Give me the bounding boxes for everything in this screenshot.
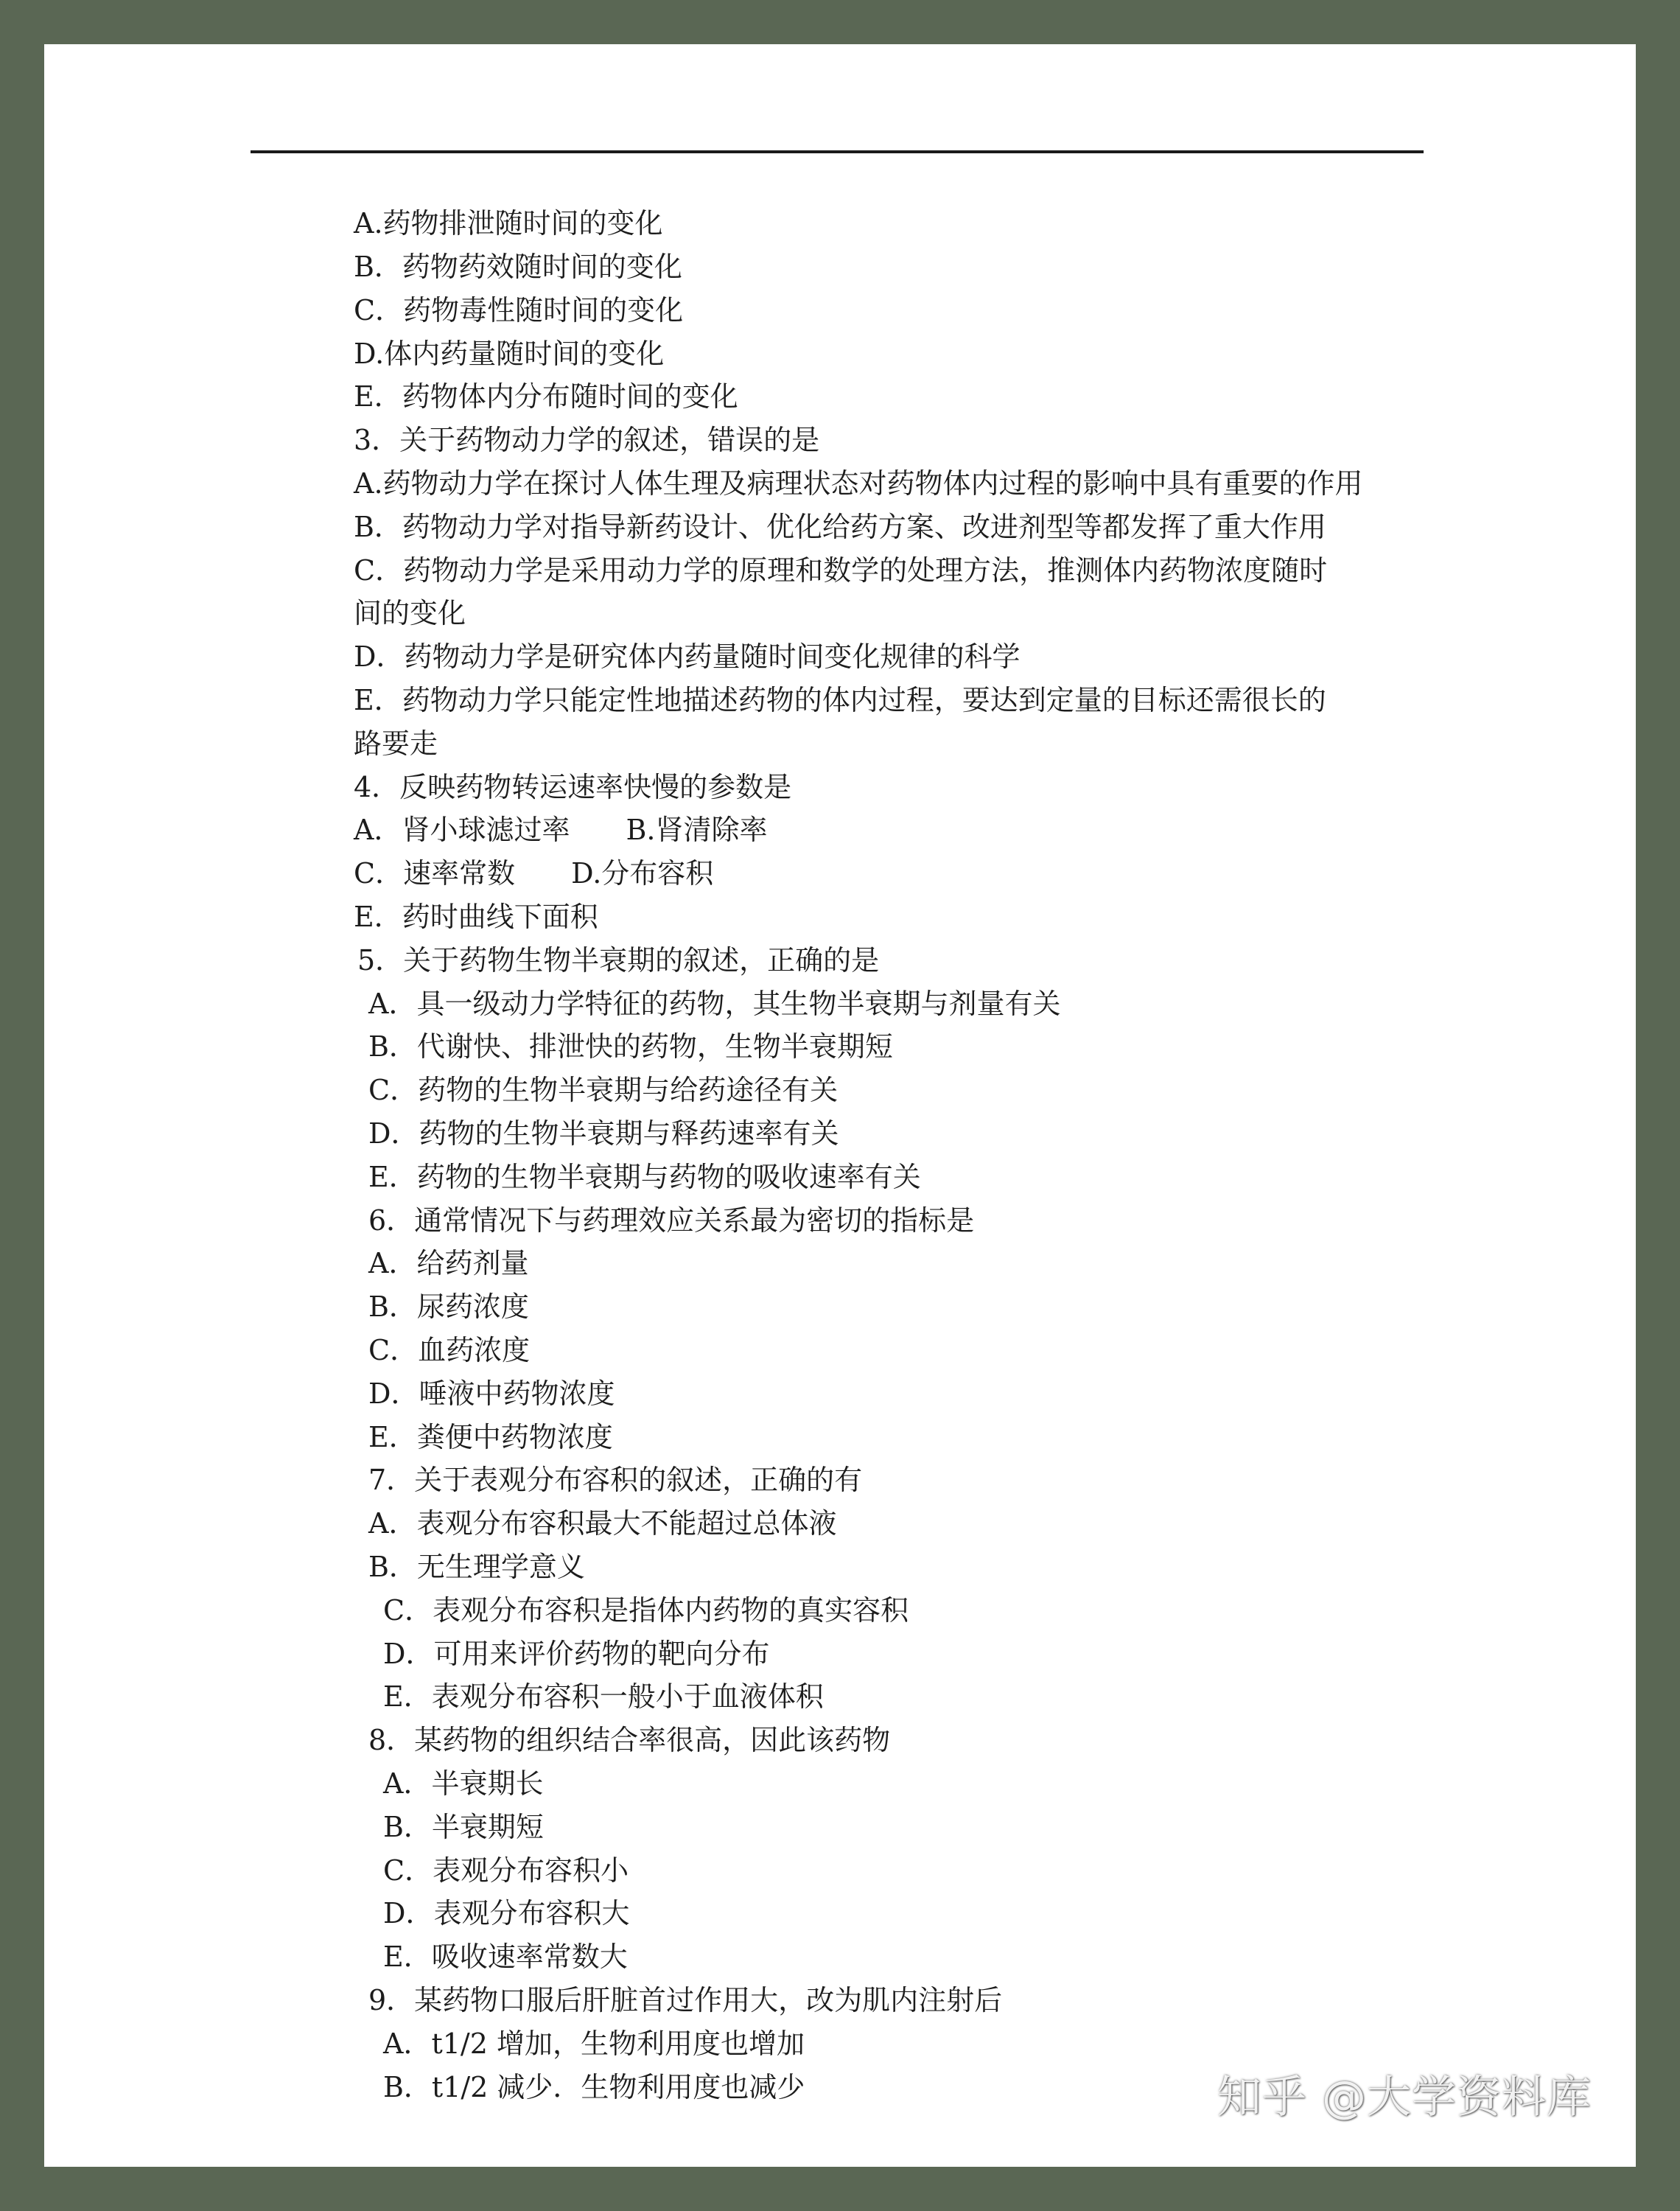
text-line: C．药物的生物半衰期与给药途径有关: [368, 1074, 839, 1106]
text-line: E．药物的生物半衰期与药物的吸收速率有关: [368, 1161, 921, 1193]
text-line: C．表观分布容积是指体内药物的真实容积: [383, 1594, 909, 1627]
text-line: A．给药剂量: [368, 1247, 529, 1279]
text-line: A.药物排泄随时间的变化: [354, 207, 663, 240]
text-line: A．表观分布容积最大不能超过总体液: [368, 1507, 837, 1540]
text-line: E．表观分布容积一般小于血液体积: [383, 1680, 824, 1713]
document-page: [44, 44, 1636, 2167]
question-8: 8．某药物的组织结合率很高，因此该药物: [368, 1724, 891, 1756]
text-line: 间的变化: [354, 597, 466, 629]
text-line: E．粪便中药物浓度: [368, 1421, 613, 1453]
text-line: D．唾液中药物浓度: [368, 1377, 615, 1410]
question-3: 3．关于药物动力学的叙述，错误的是: [354, 424, 820, 456]
question-5: 5．关于药物生物半衰期的叙述，正确的是: [357, 944, 880, 977]
question-4: 4．反映药物转运速率快慢的参数是: [354, 771, 792, 803]
text-line: D．表观分布容积大: [383, 1897, 630, 1929]
question-9: 9．某药物口服后肝脏首过作用大，改为肌内注射后: [368, 1984, 1003, 2016]
text-line: E．药时曲线下面积: [354, 901, 598, 933]
text-line: A．t1/2 增加，生物利用度也增加: [383, 2027, 805, 2060]
text-line: A．肾小球滤过率 B.肾清除率: [354, 814, 768, 846]
text-line: B．代谢快、排泄快的药物，生物半衰期短: [368, 1030, 893, 1063]
text-line: C．药物动力学是采用动力学的原理和数学的处理方法，推测体内药物浓度随时: [354, 554, 1328, 587]
question-7: 7．关于表观分布容积的叙述，正确的有: [368, 1464, 863, 1496]
text-line: 路要走: [354, 727, 438, 760]
text-line: D．可用来评价药物的靶向分布: [383, 1638, 770, 1670]
text-line: B．半衰期短: [383, 1811, 544, 1843]
text-line: E．吸收速率常数大: [383, 1941, 628, 1973]
header-rule: [251, 150, 1424, 153]
text-line: A．具一级动力学特征的药物，其生物半衰期与剂量有关: [368, 988, 1061, 1020]
text-line: C．速率常数 D.分布容积: [354, 857, 714, 890]
text-line: B．药物药效随时间的变化: [354, 251, 682, 283]
text-line: A.药物动力学在探讨人体生理及病理状态对药物体内过程的影响中具有重要的作用: [354, 467, 1363, 500]
text-line: B．无生理学意义: [368, 1551, 585, 1583]
text-line: D．药物动力学是研究体内药量随时间变化规律的科学: [354, 640, 1021, 673]
text-line: E．药物体内分布随时间的变化: [354, 380, 738, 413]
text-line: B．药物动力学对指导新药设计、优化给药方案、改进剂型等都发挥了重大作用: [354, 511, 1326, 543]
text-line: A．半衰期长: [383, 1767, 544, 1800]
watermark: 知乎 @大学资料库: [1217, 2072, 1592, 2123]
text-line: D.体内药量随时间的变化: [354, 338, 665, 370]
question-6: 6．通常情况下与药理效应关系最为密切的指标是: [368, 1204, 975, 1237]
text-line: C．血药浓度: [368, 1334, 531, 1366]
text-line: B．t1/2 减少．生物利用度也减少: [383, 2071, 805, 2103]
text-line: C．表观分布容积小: [383, 1854, 629, 1887]
text-line: D．药物的生物半衰期与释药速率有关: [368, 1117, 839, 1150]
text-line: C．药物毒性随时间的变化: [354, 294, 684, 326]
text-line: E．药物动力学只能定性地描述药物的体内过程，要达到定量的目标还需很长的: [354, 684, 1326, 716]
text-line: B．尿药浓度: [368, 1290, 529, 1323]
